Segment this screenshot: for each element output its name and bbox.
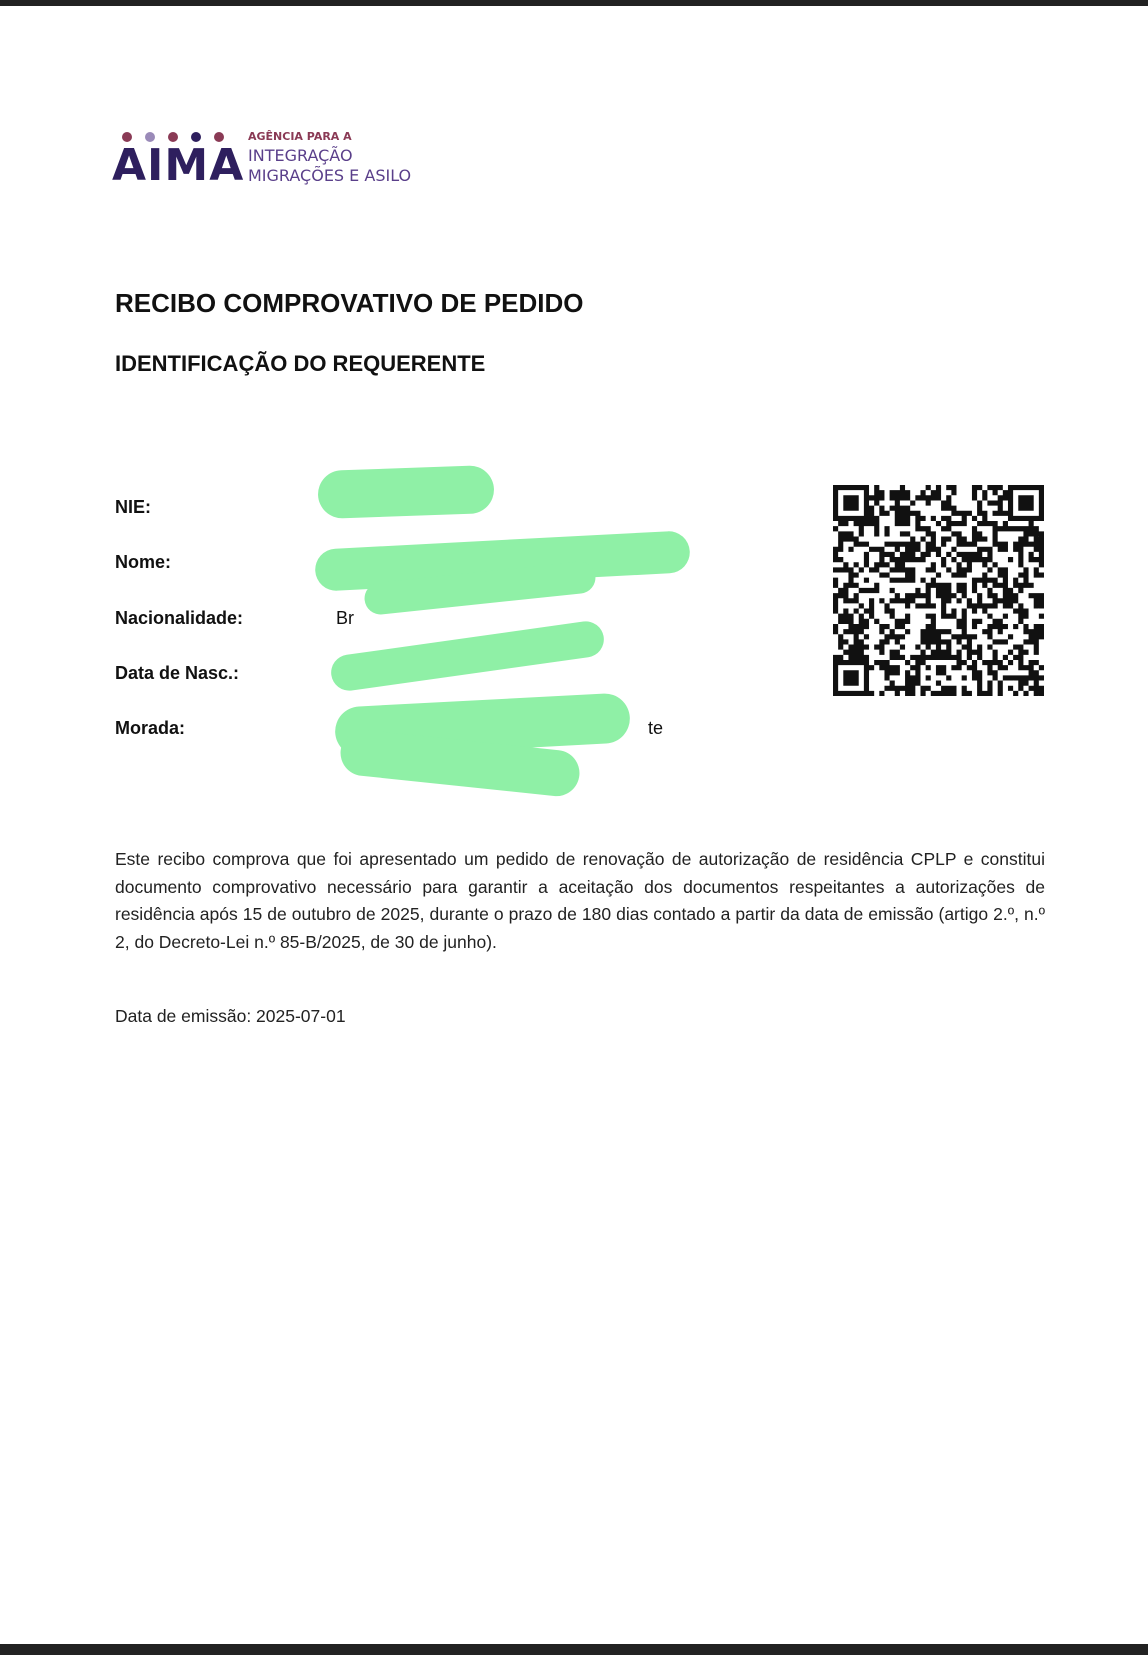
top-border bbox=[0, 0, 1148, 6]
qr-modules bbox=[833, 485, 1044, 696]
redaction bbox=[329, 619, 606, 693]
section-title: IDENTIFICAÇÃO DO REQUERENTE bbox=[115, 351, 486, 376]
document-title: RECIBO COMPROVATIVO DE PEDIDO bbox=[115, 288, 584, 318]
nationality-label: Nacionalidade: bbox=[115, 608, 244, 628]
logo-line-2: INTEGRAÇÃO bbox=[248, 146, 353, 165]
qr-code bbox=[833, 485, 1044, 696]
name-label: Nome: bbox=[115, 552, 172, 572]
logo-line-3: MIGRAÇÕES E ASILO bbox=[248, 166, 412, 185]
bottom-border bbox=[0, 1644, 1148, 1655]
logo-line-1: AGÊNCIA PARA A bbox=[248, 130, 352, 143]
receipt-paragraph: Este recibo comprova que foi apresentado um pedido de renovação de autorização de residência CPLP e constitui documento comprovativo necessário para garantir a aceitação dos documentos respeitantes a autorizações de residência após 15 de outubro de 2025, durante o prazo de 180 dias contado a partir da data de emissão (artigo 2.º, n.º 2, do Decreto-Lei n.º 85-B/2025, de 30 de junho). bbox=[115, 849, 1045, 952]
nationality-value: Br bbox=[336, 608, 354, 628]
address-value: te bbox=[648, 718, 664, 738]
logo-wordmark: AIMA bbox=[112, 140, 245, 191]
aima-logo bbox=[112, 130, 442, 190]
issue-date: Data de emissão: 2025-07-01 bbox=[115, 1006, 346, 1026]
birthdate-label: Data de Nasc.: bbox=[115, 663, 240, 683]
address-label: Morada: bbox=[115, 718, 186, 738]
redaction bbox=[317, 465, 495, 519]
nie-label: NIE: bbox=[115, 497, 151, 517]
